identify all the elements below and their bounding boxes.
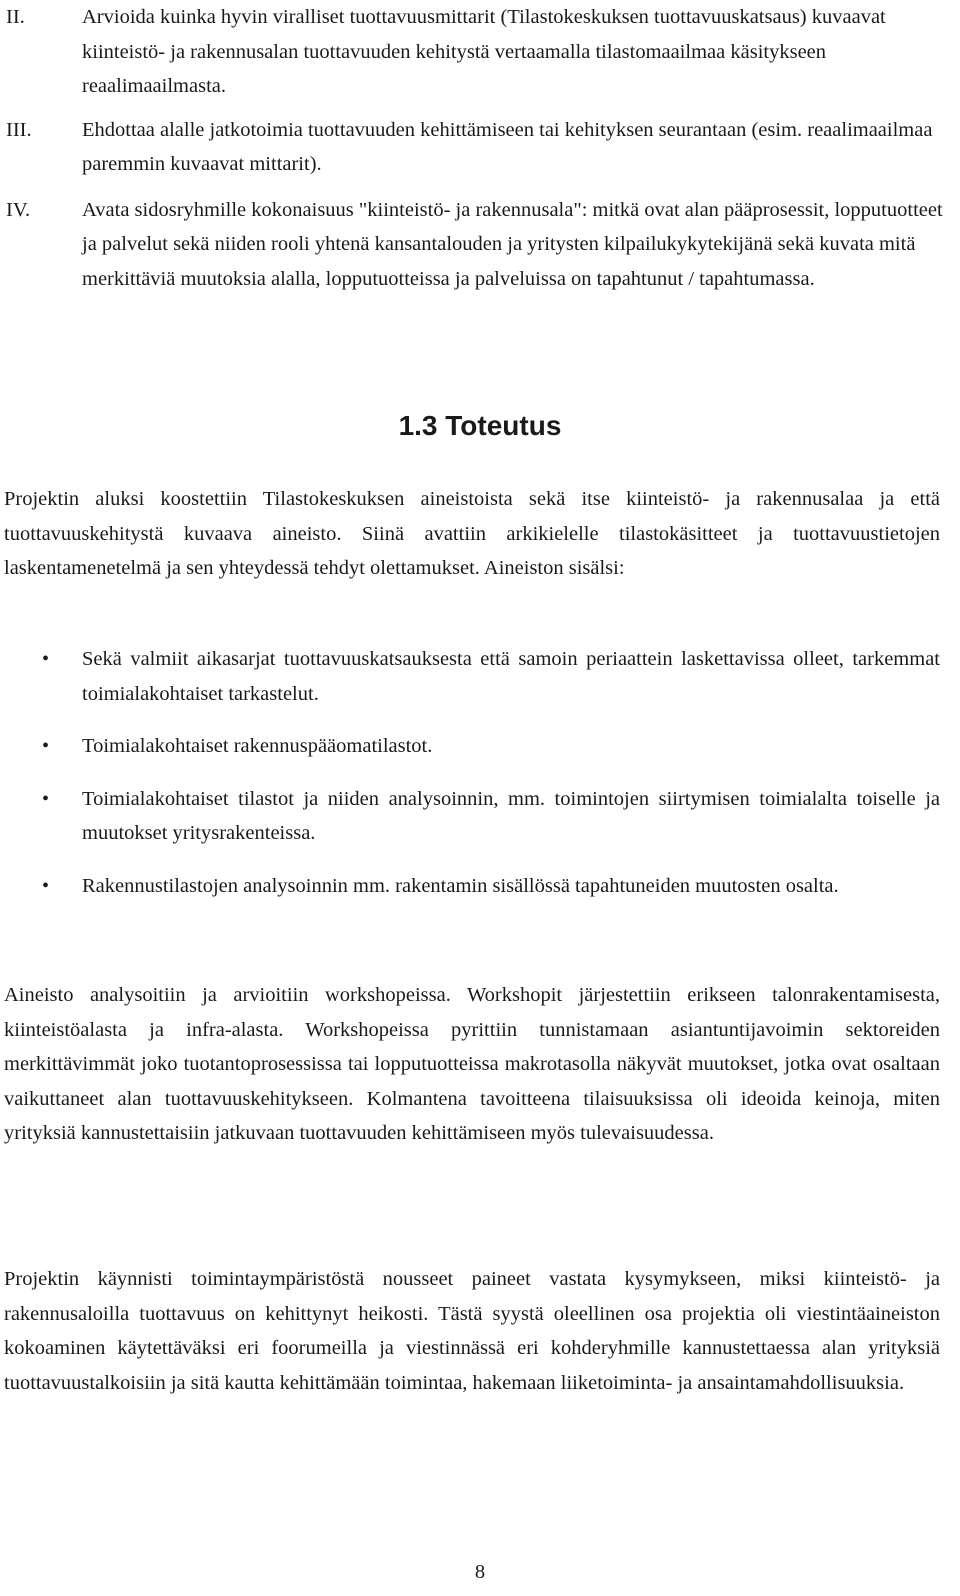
numbered-list: [0, 0, 960, 296]
list-number: II.: [6, 6, 25, 28]
list-item: [0, 0, 950, 104]
bullet-list: [0, 642, 960, 921]
list-item: [0, 193, 950, 297]
bullet-icon: •: [42, 874, 50, 897]
list-item: [0, 113, 950, 182]
bullet-icon: •: [42, 787, 50, 810]
bullet-item: [0, 642, 940, 711]
bullet-text: Toimialakohtaiset rakennuspääomatilastot.: [82, 735, 433, 757]
bullet-icon: •: [42, 735, 50, 757]
paragraph-intro: Projektin aluksi koostettiin Tilastokeskuksen aineistoista sekä itse kiinteistö- ja rakennusalaa ja että tuottavuuskehitystä kuvaava aineisto. Siinä avattiin arkikielelle tilastokäsitteet ja tuottavuustietojen laskentamenetelmä ja sen yhteydessä tehdyt olettamukset. Aineiston sisälsi:: [4, 488, 940, 579]
list-number: III.: [6, 118, 32, 141]
bullet-item: [0, 869, 940, 904]
section-heading: 1.3 Toteutus: [398, 410, 562, 441]
list-text: Ehdottaa alalle jatkotoimia tuottavuuden kehittämiseen tai kehityksen seurantaan (esim. reaalimaailmaa paremmin kuvaavat mittarit).: [82, 118, 933, 175]
paragraph-workshops: Aineisto analysoitiin ja arvioitiin workshopeissa. Workshopit järjestettiin erikseen talonrakentamisesta, kiinteistöalasta ja infra-alasta. Workshopeissa pyrittiin tunnistamaan asiantuntijavoimin sektoreiden merkittävimmät joko tuotantoprosessissa tai lopputuotteissa makrotasolla näkyvät muutokset, jotka ovat osaltaan vaikuttaneet alan tuottavuuskehitykseen. Kolmantena tavoitteena tilaisuuksissa oli ideoida keinoja, miten yrityksiä kannustettaisiin jatkuvaan tuottavuuden kehittämiseen myös tulevaisuudessa.: [4, 984, 940, 1144]
bullet-text: Sekä valmiit aikasarjat tuottavuuskatsauksesta että samoin periaattein laskettavissa olleet, tarkemmat toimialakohtaiset tarkastelut.: [82, 648, 940, 705]
bullet-item: [0, 729, 940, 764]
list-text: Arvioida kuinka hyvin viralliset tuottavuusmittarit (Tilastokeskuksen tuottavuuskatsaus) kuvaavat kiinteistö- ja rakennusalan tuottavuuden kehitystä vertaamalla tilastomaailmaa käsitykseen reaalimaailmasta.: [82, 6, 886, 97]
list-number: IV.: [6, 198, 31, 221]
bullet-item: [0, 782, 940, 851]
bullet-text: Rakennustilastojen analysoinnin mm. rakentamin sisällössä tapahtuneiden muutosten osalta.: [82, 874, 839, 897]
bullet-icon: •: [42, 648, 50, 670]
bullet-text: Toimialakohtaiset tilastot ja niiden analysoinnin, mm. toimintojen siirtymisen toimialalta toiselle ja muutokset yritysrakenteissa.: [82, 787, 940, 844]
list-text: Avata sidosryhmille kokonaisuus "kiinteistö- ja rakennusala": mitkä ovat alan pääprosessit, lopputuotteet ja palvelut sekä niiden rooli yhtenä kansantalouden ja yritysten kilpailukykytekijänä sekä kuvata mitä merkittäviä muutoksia alalla, lopputuotteissa ja palveluissa on tapahtunut / tapahtumassa.: [82, 198, 943, 290]
paragraph-communication: Projektin käynnisti toimintaympäristöstä nousseet paineet vastata kysymykseen, miksi kiinteistö- ja rakennusaloilla tuottavuus on kehittynyt heikosti. Tästä syystä oleellinen osa projektia oli viestintäaineiston kokoaminen käytettäväksi eri foorumeilla ja viestinnässä eri kohderyhmille kannustettaessa alan yrityksiä tuottavuustalkoisiin ja sitä kautta kehittämään toimintaa, hakemaan liiketoiminta- ja ansaintamahdollisuuksia.: [4, 1268, 940, 1394]
page-number: 8: [474, 1561, 486, 1583]
